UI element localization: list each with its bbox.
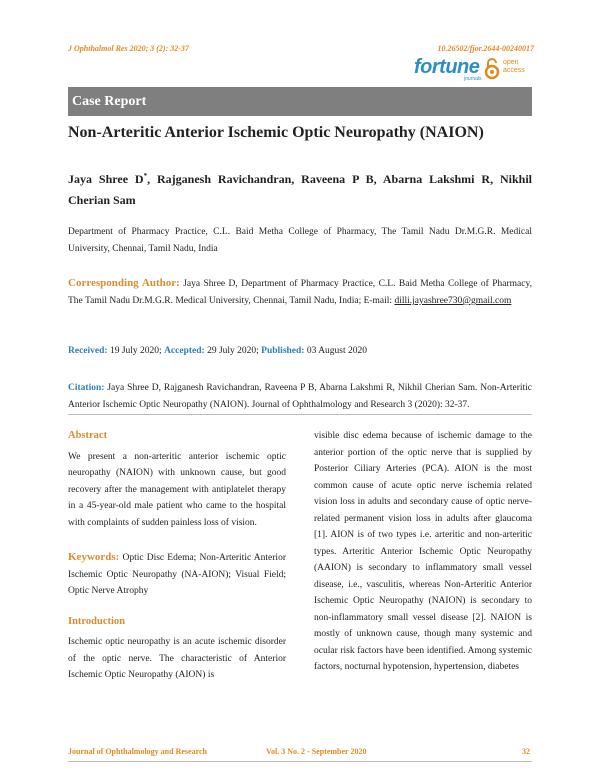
keywords-label: Keywords: <box>68 551 120 563</box>
right-column-text: visible disc edema because of ischemic damage to the anterior portion of the optic nerve that is supplied by Posterior Ciliary Arteries (PCA). AION is the most common cause of acute optic nerve ischemia related vision loss in adults and secondary cause of optic nerve-related permanent vision loss in adults after glaucoma [1]. AION is of two types i.e. arteritic and non-arteritic types. Arteritic Anterior Ischemic Optic Neuropathy (AAION) is secondary to inflammatory small vessel disease, i.e., vasculitis, whereas Non-Arteritic Anterior Ischemic Optic Neuropathy (NAION) is secondary to non-inflammatory small vessel disease [2]. NAION is mostly of unknown cause, though many systemic and ocular risk factors have been identified. Among systemic factors, nocturnal hypotension, hypertension, diabetes <box>314 431 532 672</box>
author-list <box>68 166 532 211</box>
abstract-text: We present a non-arteritic anterior ischemic optic neuropathy (NAION) with unknown cause, but good recovery after the management with antiplatelet therapy in a 45-year-old male patient who came to the hospital with complaints of sudden painless loss of vision. <box>68 451 286 528</box>
article-dates <box>68 346 532 356</box>
footer-journal: Journal of Ophthalmology and Research <box>68 747 207 756</box>
accepted-date: 29 July 2020; <box>204 346 262 356</box>
journal-reference: J Ophthalmol Res 2020; 3 (2): 32-37 <box>68 44 189 53</box>
footer-volume: Vol. 3 No. 2 - September 2020 <box>266 747 367 756</box>
logo-open-access <box>503 59 525 75</box>
citation-text: Jaya Shree D, Rajganesh Ravichandran, Raveena P B, Abarna Lakshmi R, Nikhil Cherian Sam. Non-Arteritic Anterior Ischemic Optic Neuropathy (NAION). Journal of Ophthalmology and Research 3 (2020): 32-37. <box>68 383 532 410</box>
right-column <box>314 428 532 676</box>
article-type-banner: Case Report <box>68 87 532 116</box>
other-authors: , Rajganesh Ravichandran, Raveena P B, Abarna Lakshmi R, Nikhil Cherian Sam <box>68 172 532 207</box>
publisher-logo[interactable] <box>414 56 525 86</box>
corresponding-label: Corresponding Author: <box>68 277 180 289</box>
first-author: Jaya Shree D <box>68 172 144 186</box>
corresponding-mark: * <box>143 172 148 180</box>
citation-label: Citation: <box>68 383 105 393</box>
footer-page-number: 32 <box>522 747 530 756</box>
introduction-heading: Introduction <box>68 615 125 627</box>
published-date: 03 August 2020 <box>304 346 368 356</box>
keywords-text: Optic Disc Edema; Non-Arteritic Anterior Ischemic Optic Neuropathy (NA-AION); Visual Field; Optic Nerve Atrophy <box>68 553 286 596</box>
affiliation: Department of Pharmacy Practice, C.L. Baid Metha College of Pharmacy, The Tamil Nadu Dr.M.G.R. Medical University, Chennai, Tamil Nadu, India <box>68 227 532 254</box>
abstract-section <box>68 428 286 537</box>
introduction-text: Ischemic optic neuropathy is an acute ischemic disorder of the optic nerve. The characteristic of Anterior Ischemic Optic Neuropathy (AION) is <box>68 637 286 680</box>
accepted-label: Accepted: <box>164 346 205 356</box>
logo-brand: fortune <box>414 56 480 78</box>
keywords <box>68 549 286 600</box>
left-column <box>68 428 286 684</box>
received-date: 19 July 2020; <box>107 346 165 356</box>
logo-sub: journals <box>464 76 482 82</box>
open-access-icon <box>484 58 500 80</box>
divider <box>68 414 532 415</box>
logo-oa-open: open <box>503 59 519 66</box>
doi[interactable]: 10.26502/fjor.2644-00240017 <box>437 44 534 53</box>
abstract-heading: Abstract <box>68 430 108 441</box>
published-label: Published: <box>261 346 305 356</box>
corresponding-author <box>68 275 532 310</box>
email-link[interactable]: dilli.jayashree730@gmail.com <box>394 296 512 306</box>
footer-divider <box>68 761 532 762</box>
received-label: Received: <box>68 346 108 356</box>
corresponding-text: Jaya Shree D, Department of Pharmacy Practice, C.L. Baid Metha College of Pharmacy, The Tamil Nadu Dr.M.G.R. Medical University, Chennai, Tamil Nadu, India; E-mail: <box>68 279 532 306</box>
citation <box>68 380 532 414</box>
logo-oa-access: access <box>503 67 525 74</box>
article-title: Non-Arteritic Anterior Ischemic Optic Neuropathy (NAION) <box>68 124 484 141</box>
